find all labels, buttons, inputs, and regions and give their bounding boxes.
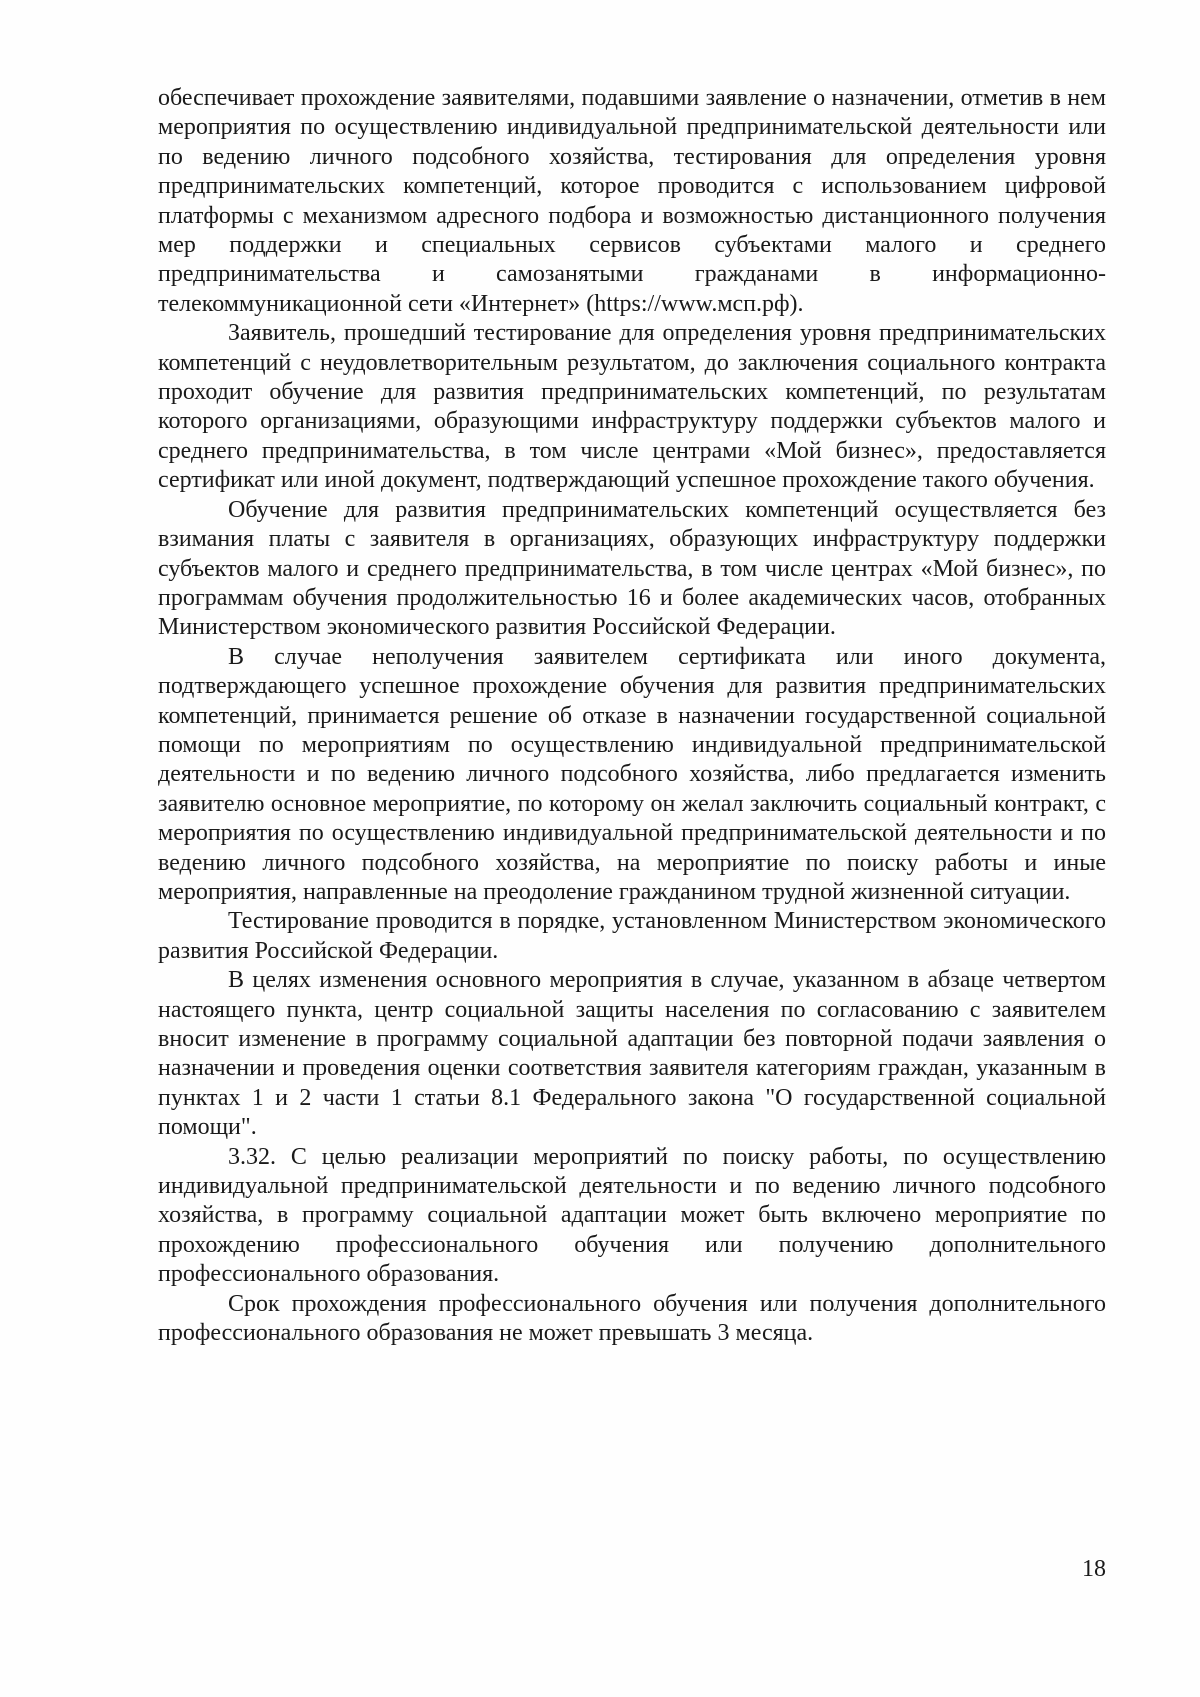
document-body — [158, 84, 1106, 1348]
paragraph-certificate-refusal: В случае неполучения заявителем сертификата или иного документа, подтверждающего успешное прохождение обучения для развития предпринимательских компетенций, принимается решение об отказе в назначении государственной социальной помощи по мероприятиям по осуществлению индивидуальной предпринимательской деятельности и по ведению личного подсобного хозяйства, либо предлагается изменить заявителю основное мероприятие, по которому он желал заключить социальный контракт, с мероприятия по осуществлению индивидуальной предпринимательской деятельности и по ведению личного подсобного хозяйства, на мероприятие по поиску работы и иные мероприятия, направленные на преодоление гражданином трудной жизненной ситуации. — [158, 643, 1106, 905]
paragraph-change-measure: В целях изменения основного мероприятия в случае, указанном в абзаце четвертом настоящего пункта, центр социальной защиты населения по согласованию с заявителем вносит изменение в программу социальной адаптации без повторной подачи заявления о назначении и проведения оценки соответствия заявителя категориям граждан, указанным в пунктах 1 и 2 части 1 статьи 8.1 Федерального закона "О государственной социальной помощи". — [158, 967, 1106, 1141]
paragraph-testing-procedure: Тестирование проводится в порядке, установленном Министерством экономического развития Российской Федерации. — [158, 908, 1106, 964]
paragraph-testing-result: Заявитель, прошедший тестирование для определения уровня предпринимательских компетенций с неудовлетворительным результатом, до заключения социального контракта проходит обучение для развития предпринимательских компетенций, по результатам которого организациями, образующими инфраструктуру поддержки субъектов малого и среднего предпринимательства, в том числе центрами «Мой бизнес», предоставляется сертификат или иной документ, подтверждающий успешное прохождение такого обучения. — [158, 320, 1106, 494]
paragraph-continuation: обеспечивает прохождение заявителями, подавшими заявление о назначении, отметив в нем мероприятия по осуществлению индивидуальной предпринимательской деятельности или по ведению личного подсобного хозяйства, тестирования для определения уровня предпринимательских компетенций, которое проводится с использованием цифровой платформы с механизмом адресного подбора и возможностью дистанционного получения мер поддержки и специальных сервисов субъектами малого и среднего предпринимательства и самозанятыми гражданами в информационно-телекоммуникационной сети «Интернет» (https://www.мсп.рф). — [158, 85, 1106, 317]
paragraph-3-32: 3.32. С целью реализации мероприятий по поиску работы, по осуществлению индивидуальной предпринимательской деятельности и по ведению личного подсобного хозяйства, в программу социальной адаптации может быть включено мероприятие по прохождению профессионального обучения или получению дополнительного профессионального образования. — [158, 1143, 1106, 1288]
paragraph-term: Срок прохождения профессионального обучения или получения дополнительного профессионального образования не может превышать 3 месяца. — [158, 1290, 1106, 1347]
page-number: 18 — [1082, 1556, 1106, 1582]
paragraph-training: Обучение для развития предпринимательских компетенций осуществляется без взимания платы с заявителя в организациях, образующих инфраструктуру поддержки субъектов малого и среднего предпринимательства, в том числе центрах «Мой бизнес», по программам обучения продолжительностью 16 и более академических часов, отобранных Министерством экономического развития Российской Федерации. — [158, 496, 1106, 641]
